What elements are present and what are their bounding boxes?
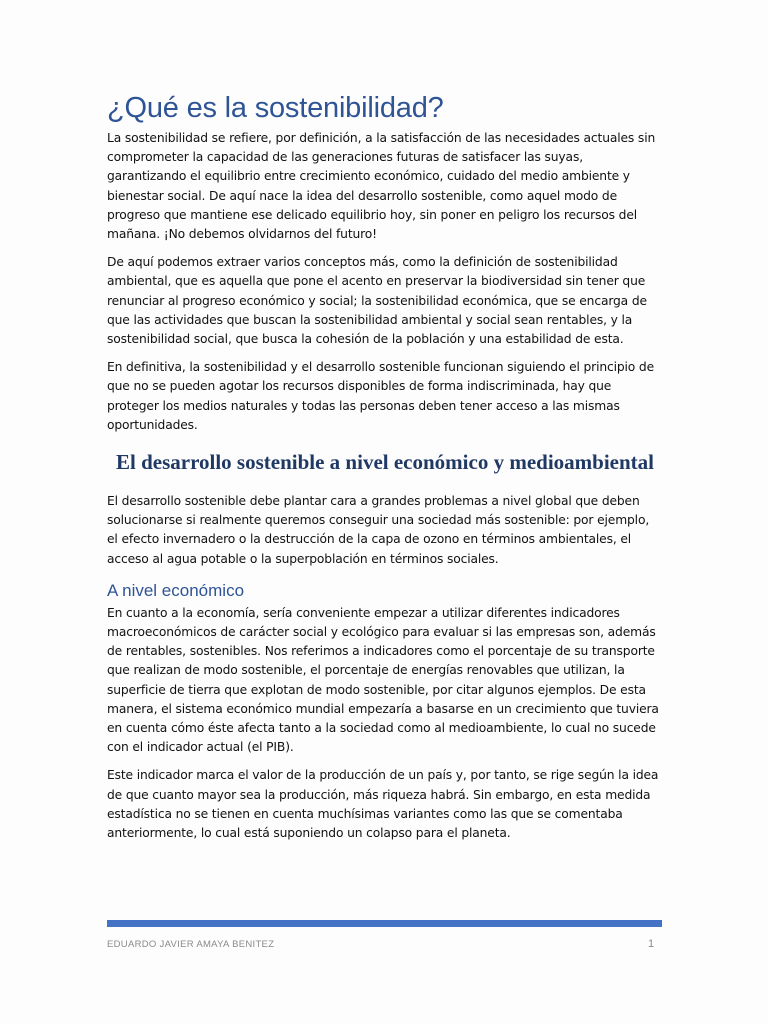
intro-paragraph-1: La sostenibilidad se refiere, por definición, a la satisfacción de las necesidades actuales sin comprometer la capacidad de las generaciones futuras de satisfacer las suyas, garantizando el equilibrio entre crecimiento económico, cuidado del medio ambiente y bienestar social. De aquí nace la idea del desarrollo sostenible, como aquel modo de progreso que mantiene ese delicado equilibrio hoy, sin poner en peligro los recursos del mañana. ¡No debemos olvidarnos del futuro! [107, 131, 656, 242]
subsection-paragraph-2: Este indicador marca el valor de la producción de un país y, por tanto, se rige según la idea de que cuanto mayor sea la producción, más riqueza habrá. Sin embargo, en esta medida estadística no se tienen en cuenta muchísimas variantes como las que se comentaba anteriormente, lo cual está suponiendo un colapso para el planeta. [107, 768, 659, 841]
intro-paragraph-3: En definitiva, la sostenibilidad y el desarrollo sostenible funcionan siguiendo el principio de que no se pueden agotar los recursos disponibles de forma indiscriminada, hay que proteger los medios naturales y todas las personas deben tener acceso a las mismas oportunidades. [107, 360, 655, 432]
page-number: 1 [648, 938, 655, 950]
page-title: ¿Qué es la sostenibilidad? [107, 92, 444, 124]
footer-divider [107, 920, 662, 927]
section-heading: El desarrollo sostenible a nivel económico y medioambiental [115, 450, 654, 475]
subsection-paragraph-1: En cuanto a la economía, sería conveniente empezar a utilizar diferentes indicadores macroeconómicos de carácter social y ecológico para evaluar si las empresas son, además de rentables, sostenibles. Nos referimos a indicadores como el porcentaje de su transporte que realizan de modo sostenible, el porcentaje de energías renovables que utilizan, la superficie de tierra que explotan de modo sostenible, por citar algunos ejemplos. De esta manera, el sistema económico mundial empezaría a basarse en un crecimiento que tuviera en cuenta cómo éste afecta tanto a la sociedad como al medioambiente, lo cual no sucede con el indicador actual (el PIB). [107, 605, 659, 755]
page-content [107, 92, 663, 852]
footer-author: EDUARDO JAVIER AMAYA BENITEZ [107, 939, 275, 950]
section-paragraph: El desarrollo sostenible debe plantar cara a grandes problemas a nivel global que deben solucionarse si realmente queremos conseguir una sociedad más sostenible: por ejemplo, el efecto invernadero o la destrucción de la capa de ozono en términos ambientales, el acceso al agua potable o la superpoblación en términos sociales. [107, 494, 650, 566]
intro-paragraph-2: De aquí podemos extraer varios conceptos más, como la definición de sostenibilidad ambiental, que es aquella que pone el acento en preservar la biodiversidad sin tener que renunciar al progreso económico y social; la sostenibilidad económica, que se encarga de que las actividades que buscan la sostenibilidad ambiental y social sean rentables, y la sostenibilidad social, que busca la cohesión de la población y una estabilidad de esta. [107, 255, 647, 347]
subsection-heading: A nivel económico [107, 580, 245, 600]
